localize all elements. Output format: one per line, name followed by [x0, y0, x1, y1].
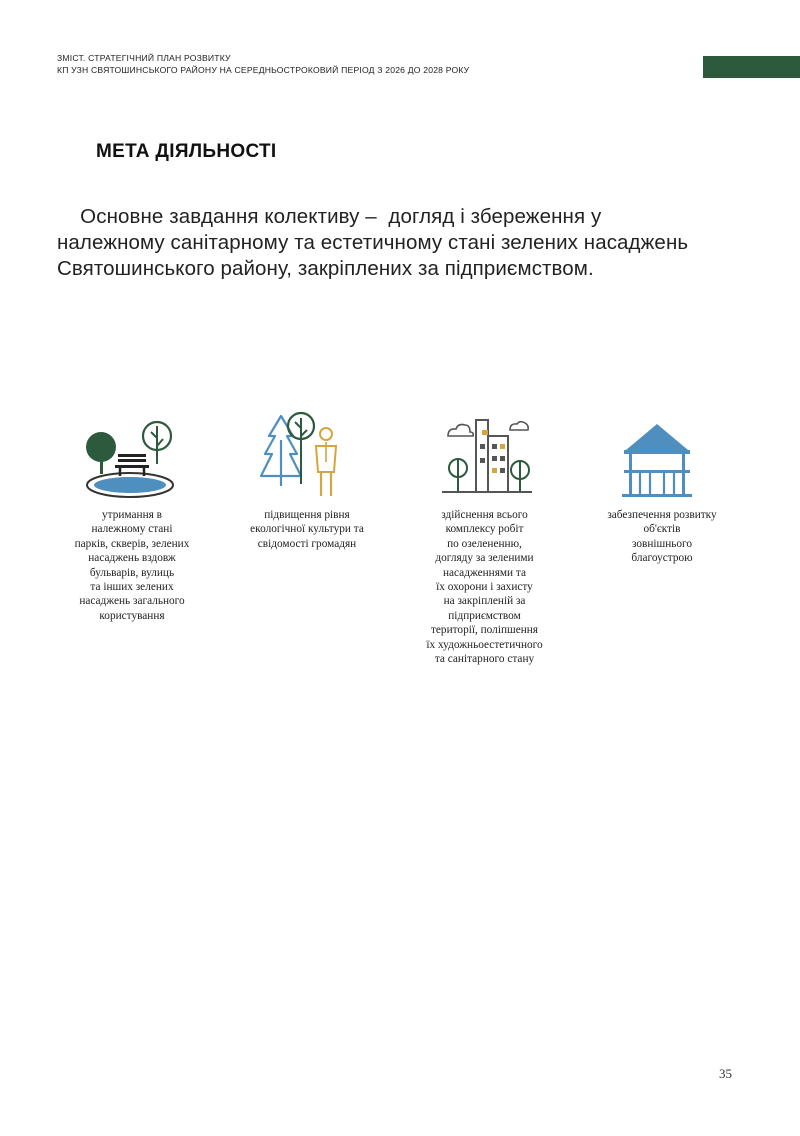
lead-line-2: належному санітарному та естетичному стані зелених насаджень: [57, 231, 689, 254]
goal-caption-3: здійснення всього комплексу робіт по озелененню, догляду за зеленими насадженнями та їх охорони і захисту на закріпленій за підприємством території, поліпшення їх художньоестетичного та санітарного стану: [426, 509, 543, 666]
goal-caption-4: забезпечення розвитку об'єктів зовнішнього благоустрою: [607, 509, 717, 565]
header-line-2: КП УЗН СВЯТОШИНСЬКОГО РАЙОНУ НА СЕРЕДНЬОСТРОКОВИЙ ПЕРІОД З 2026 ДО 2028 РОКУ: [57, 65, 470, 75]
page-number: 35: [719, 1066, 732, 1081]
header-line-1: ЗМІСТ. СТРАТЕГІЧНИЙ ПЛАН РОЗВИТКУ: [57, 53, 231, 63]
goal-caption-1: утримання в належному стані парків, скверів, зелених насаджень вздовж бульварів, вулиць та інших зелених насаджень загального користування: [74, 509, 190, 622]
lead-line-1: Основне завдання колективу – догляд і збереження у: [57, 205, 602, 228]
document-header: [57, 52, 469, 76]
tree-person-icon: [258, 410, 348, 502]
gazebo-icon: [618, 420, 696, 500]
header-accent-bar: [703, 56, 800, 78]
section-title: МЕТА ДІЯЛЬНОСТІ: [96, 141, 277, 162]
park-bench-icon: [82, 410, 178, 500]
lead-paragraph: [57, 204, 777, 282]
city-trees-icon: [440, 414, 534, 500]
goal-caption-2: підвищення рівня екологічної культури та свідомості громадян: [250, 509, 364, 550]
lead-line-3: Святошинського району, закріплених за підприємством.: [57, 257, 594, 280]
